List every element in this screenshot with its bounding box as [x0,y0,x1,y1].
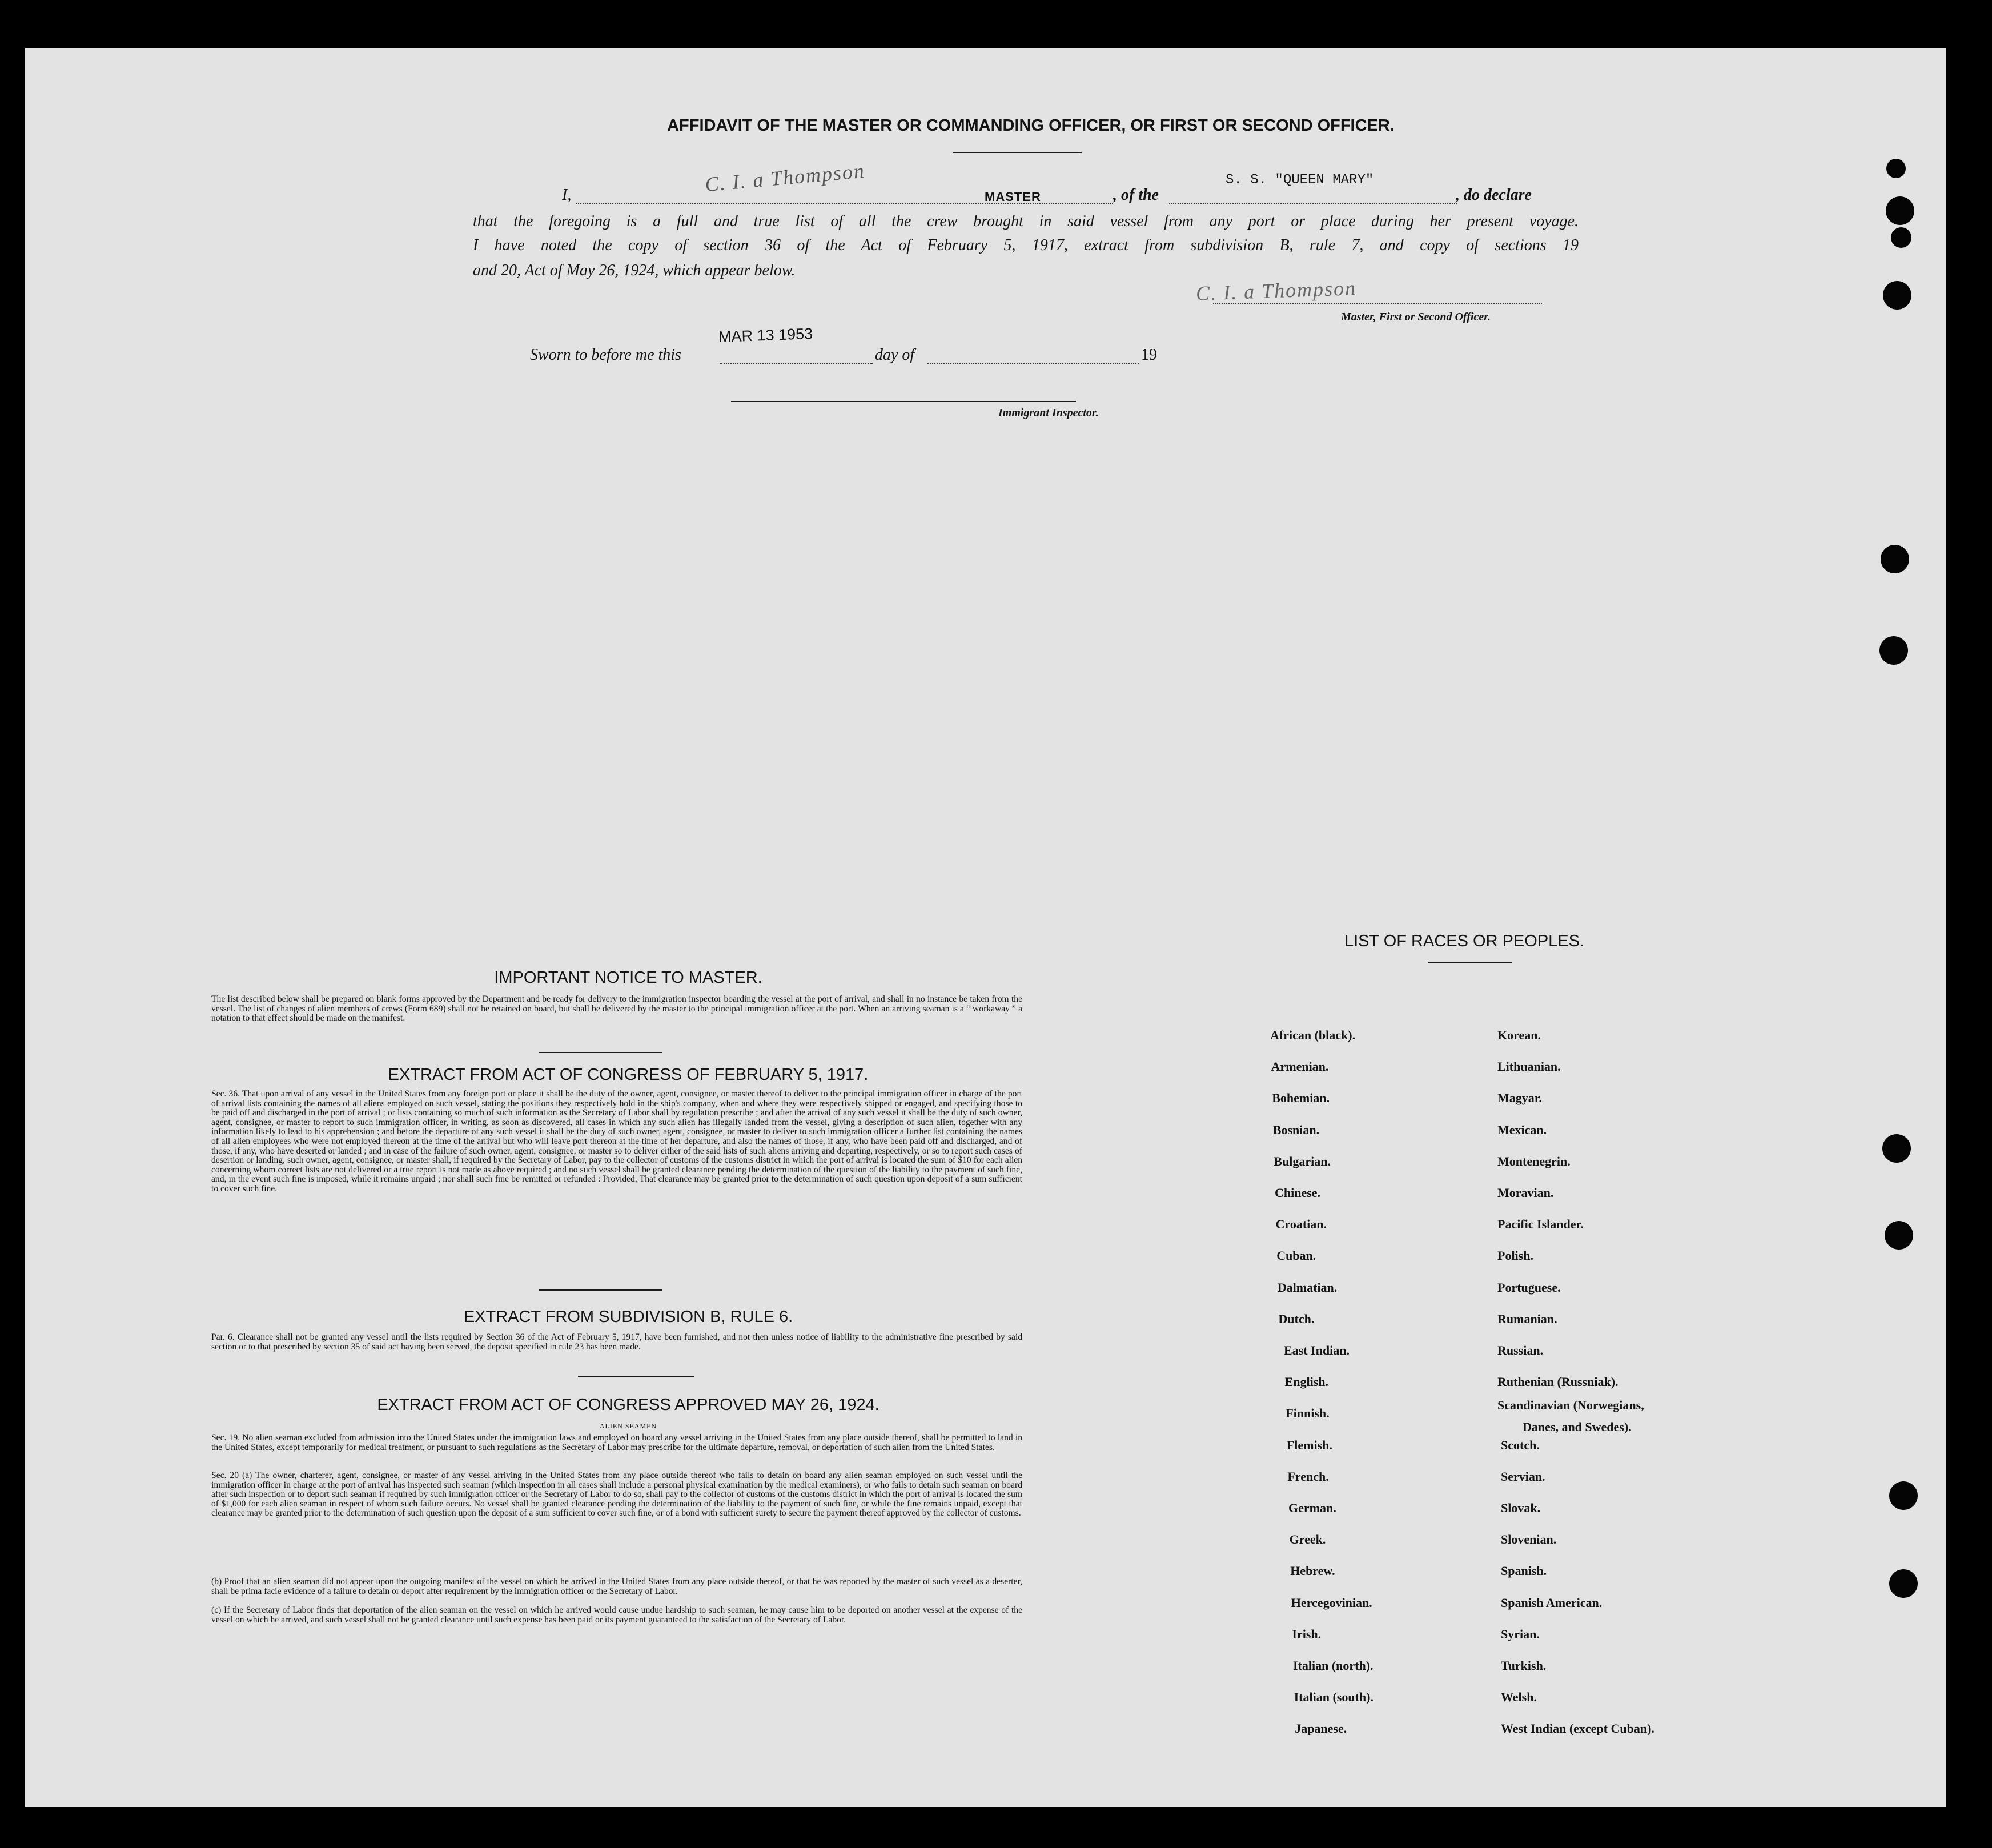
do-declare-label: , do declare [1456,186,1532,204]
title-rule [953,152,1082,153]
notice-title: IMPORTANT NOTICE TO MASTER. [494,969,762,987]
extract-1924-sec20a: Sec. 20 (a) The owner, charterer, agent, consignee, or master of any vessel arriving in the United States from any place outside thereof who fails to detain on board any alien seaman employed on such vessel until the immigration officer in charge at the port of arrival has inspected such seaman (which inspection in all cases shall include a personal physical examination by the medical examiners), or who fails to detain such seaman on board after such inspection or to deport such seaman if required by such immigration officer or the Secretary of Labor to do so, shall pay to the collector of customs of the customs district in which the port of arrival is located the sum of $1,000 for each alien seaman in respect of whom such failure occurs. No vessel shall be granted clearance pending the determination of the liability to the payment of such fine, or while the fine remains unpaid, except that clearance may be granted prior to the determination of such question upon the deposit of a sum sufficient to cover such fine, or of a bond with sufficient surety to secure the payment thereof approved by the collector of customs. [211,1471,1022,1518]
vessel-line [1169,203,1457,204]
extract-1917-body: Sec. 36. That upon arrival of any vessel in the United States from any foreign port or place it shall be the duty of the owner, agent, consignee, or master thereof to deliver to the principal immigration officer in charge of the port of arrival lists containing the names of all aliens employed on such vessel, stating the positions they respectively hold in the ship's company, when and where they were respectively shipped or engaged, and specifying those to be paid off and discharged in the port of arrival ; or lists containing so much of such information as the Secretary of Labor shall by regulation prescribe ; and after the arrival of any such vessel it shall be the duty of such owner, agent, consignee, or master to report to such immigration officer, in writing, as soon as discovered, all cases in which any such alien has illegally landed from the vessel, giving a description of such alien, together with any information likely to lead to his apprehension ; and before the departure of any such vessel it shall be the duty of such owner, agent, consignee, or master to deliver to such immigration officer a further list containing the names of all alien employees who were not employed thereon at the time of the arrival but who will leave port thereon at the time of her departure, and also the names of those, if any, who have been paid off and discharged, and of those, if any, who have deserted or landed ; and in case of the failure of such owner, agent, consignee, or master so to deliver either of the said lists of such aliens arriving and departing, respectively, or so to report such cases of desertion or landing, such owner, agent, consignee, or master shall, if required by the Secretary of Labor, pay to the collector of customs of the customs district in which the port of arrival is located the sum of $10 for each alien concerning whom correct lists are not delivered or a true report is not made as above required ; and no such vessel shall be granted clearance pending the determination of the question of the liability to the payment of such fine, and, in the event such fine is imposed, while it remains unpaid ; nor shall such fine be remitted or refunded : Provided, That clearance may be granted prior to the determination of such question upon deposit of a sum sufficient to cover such fine. [211,1089,1022,1194]
races-title-rule [1428,962,1512,963]
race-item: Spanish American. [1501,1596,1603,1610]
race-item: Croatian. [1275,1217,1327,1231]
race-item: African (black). [1270,1028,1356,1042]
race-item: Hebrew. [1290,1564,1335,1578]
race-item: Slovak. [1501,1501,1541,1515]
race-item: Portuguese. [1497,1280,1561,1295]
race-item: Greek. [1289,1532,1326,1546]
race-item: Welsh. [1501,1690,1537,1704]
race-item: Italian (north). [1293,1658,1373,1673]
year-label: 19 [1141,346,1157,364]
race-item: Scotch. [1501,1438,1540,1452]
race-item: Moravian. [1497,1186,1554,1200]
race-item: Scandinavian (Norwegians, [1497,1398,1644,1412]
of-the-label: , of the [1113,186,1159,204]
master-stamp: MASTER [985,190,1041,204]
races-title: LIST OF RACES OR PEOPLES. [1344,932,1585,950]
punch-hole [1879,636,1908,665]
section-rule [539,1052,662,1053]
punch-hole [1889,1481,1918,1510]
race-item: French. [1287,1469,1329,1484]
punch-hole [1881,545,1909,573]
race-item: Spanish. [1501,1564,1547,1578]
section-rule [539,1289,662,1291]
race-item: Finnish. [1286,1406,1330,1420]
affidavit-line-3: I have noted the copy of section 36 of the Act of February 5, 1917, extract from subdivision B, rule 7, and copy of sections 19 [473,236,1579,254]
affidavit-line-4: and 20, Act of May 26, 1924, which appear below. [473,262,796,279]
extract-1924-title: EXTRACT FROM ACT OF CONGRESS APPROVED MAY 26, 1924. [377,1396,879,1414]
extract-1924-sec20c: (c) If the Secretary of Labor finds that deportation of the alien seaman on the vessel on which he arrived would cause undue hardship to such seaman, he may cause him to be deported on another vessel at the expense of the vessel on which he arrived, and such vessel shall not be granted clearance until such expense has been paid or its payment guaranteed to the satisfaction of the Secretary of Labor. [211,1605,1022,1625]
race-item: English. [1284,1375,1329,1389]
race-item: Irish. [1292,1627,1322,1641]
race-item: West Indian (except Cuban). [1501,1721,1654,1735]
race-item: German. [1288,1501,1336,1515]
race-item: Slovenian. [1501,1532,1557,1546]
race-item: Servian. [1501,1469,1545,1484]
affidavit-title: AFFIDAVIT OF THE MASTER OR COMMANDING OFFICER, OR FIRST OR SECOND OFFICER. [667,116,1395,135]
race-item: Russian. [1497,1343,1544,1357]
inspector-caption: Immigrant Inspector. [998,407,1099,419]
race-item: Flemish. [1286,1438,1332,1452]
punch-hole [1886,159,1906,178]
day-of-label: day of [875,346,915,364]
extract-1924-sec19: Sec. 19. No alien seaman excluded from admission into the United States under the immigration laws and employed on board any vessel arriving in the United States from any place outside thereof, shall be permitted to land in the United States, except temporarily for medical treatment, or pursuant to such regulations as the Secretary of Labor may prescribe for the ultimate departure, removal, or deportation of such alien from the United States. [211,1433,1022,1452]
inspector-signature-line [731,401,1076,402]
race-item: Korean. [1497,1028,1541,1042]
officer-caption: Master, First or Second Officer. [1341,311,1491,323]
punch-hole [1886,196,1914,225]
race-item: Bohemian. [1272,1091,1330,1105]
sworn-prefix: Sworn to before me this [530,346,681,364]
race-item: Bulgarian. [1274,1154,1331,1168]
extract-1917-title: EXTRACT FROM ACT OF CONGRESS OF FEBRUARY 5, 1917. [388,1066,869,1084]
race-item: Danes, and Swedes). [1523,1420,1632,1434]
race-item: Magyar. [1497,1091,1543,1105]
vessel-name: S. S. "QUEEN MARY" [1226,172,1374,188]
race-item: Ruthenian (Russniak). [1497,1375,1618,1389]
sworn-day-line [720,363,873,364]
affidavit-i: I, [562,186,572,204]
subdivision-b-body: Par. 6. Clearance shall not be granted any vessel until the lists required by Section 36 of the Act of February 5, 1917, have been furnished, and not then unless notice of liability to the administrative fine prescribed by said section or to that prescribed by section 35 of said act having been served, the deposit specified in rule 23 has been made. [211,1332,1022,1352]
race-item: Chinese. [1275,1186,1321,1200]
race-item: Italian (south). [1294,1690,1373,1704]
race-item: Dutch. [1278,1312,1315,1326]
race-item: Lithuanian. [1497,1059,1561,1074]
race-item: Polish. [1497,1248,1533,1263]
punch-hole [1891,227,1911,248]
race-item: Pacific Islander. [1497,1217,1584,1231]
punch-hole [1889,1569,1918,1598]
date-stamp: MAR 13 1953 [718,325,813,346]
punch-hole [1883,281,1911,310]
race-item: Mexican. [1497,1123,1547,1137]
extract-1924-subtitle: ALIEN SEAMEN [599,1422,657,1430]
officer-signature: C. I. a Thompson [1195,276,1357,305]
subdivision-b-title: EXTRACT FROM SUBDIVISION B, RULE 6. [463,1308,793,1326]
race-item: Syrian. [1501,1627,1540,1641]
notice-body: The list described below shall be prepared on blank forms approved by the Department and be ready for delivery to the immigration inspector boarding the vessel at the port of arrival, and shall in no instance be taken from the vessel. The list of changes of alien members of crews (Form 689) shall not be retained on board, but shall be delivered by the master to the principal immigration officer at the port. When an arriving seaman is a “ workaway ” a notation to that effect should be made on the manifest. [211,994,1022,1023]
race-item: Japanese. [1295,1721,1347,1735]
sworn-month-line [927,363,1139,364]
section-rule [578,1376,694,1377]
extract-1924-sec20b: (b) Proof that an alien seaman did not appear upon the outgoing manifest of the vessel on which he arrived in the United States from any place outside thereof, or that he was reported by the master of such vessel as a deserter, shall be prima facie evidence of a failure to detain or deport after requirement by the immigration officer or the Secretary of Labor. [211,1577,1022,1596]
race-item: Turkish. [1501,1658,1547,1673]
race-item: Cuban. [1276,1248,1316,1263]
officer-signature-line [1213,303,1542,304]
race-item: Rumanian. [1497,1312,1557,1326]
punch-hole [1885,1221,1913,1250]
race-item: Hercegovinian. [1291,1596,1372,1610]
race-item: Bosnian. [1272,1123,1320,1137]
document-page [25,48,1946,1807]
race-item: Armenian. [1271,1059,1329,1074]
master-signature: C. I. a Thompson [704,159,866,196]
race-item: Dalmatian. [1277,1280,1338,1295]
affidavit-line-2: that the foregoing is a full and true list of all the crew brought in said vessel from any port or place during her present voyage. [473,212,1579,230]
race-item: Montenegrin. [1497,1154,1571,1168]
punch-hole [1882,1134,1911,1163]
race-item: East Indian. [1284,1343,1350,1357]
